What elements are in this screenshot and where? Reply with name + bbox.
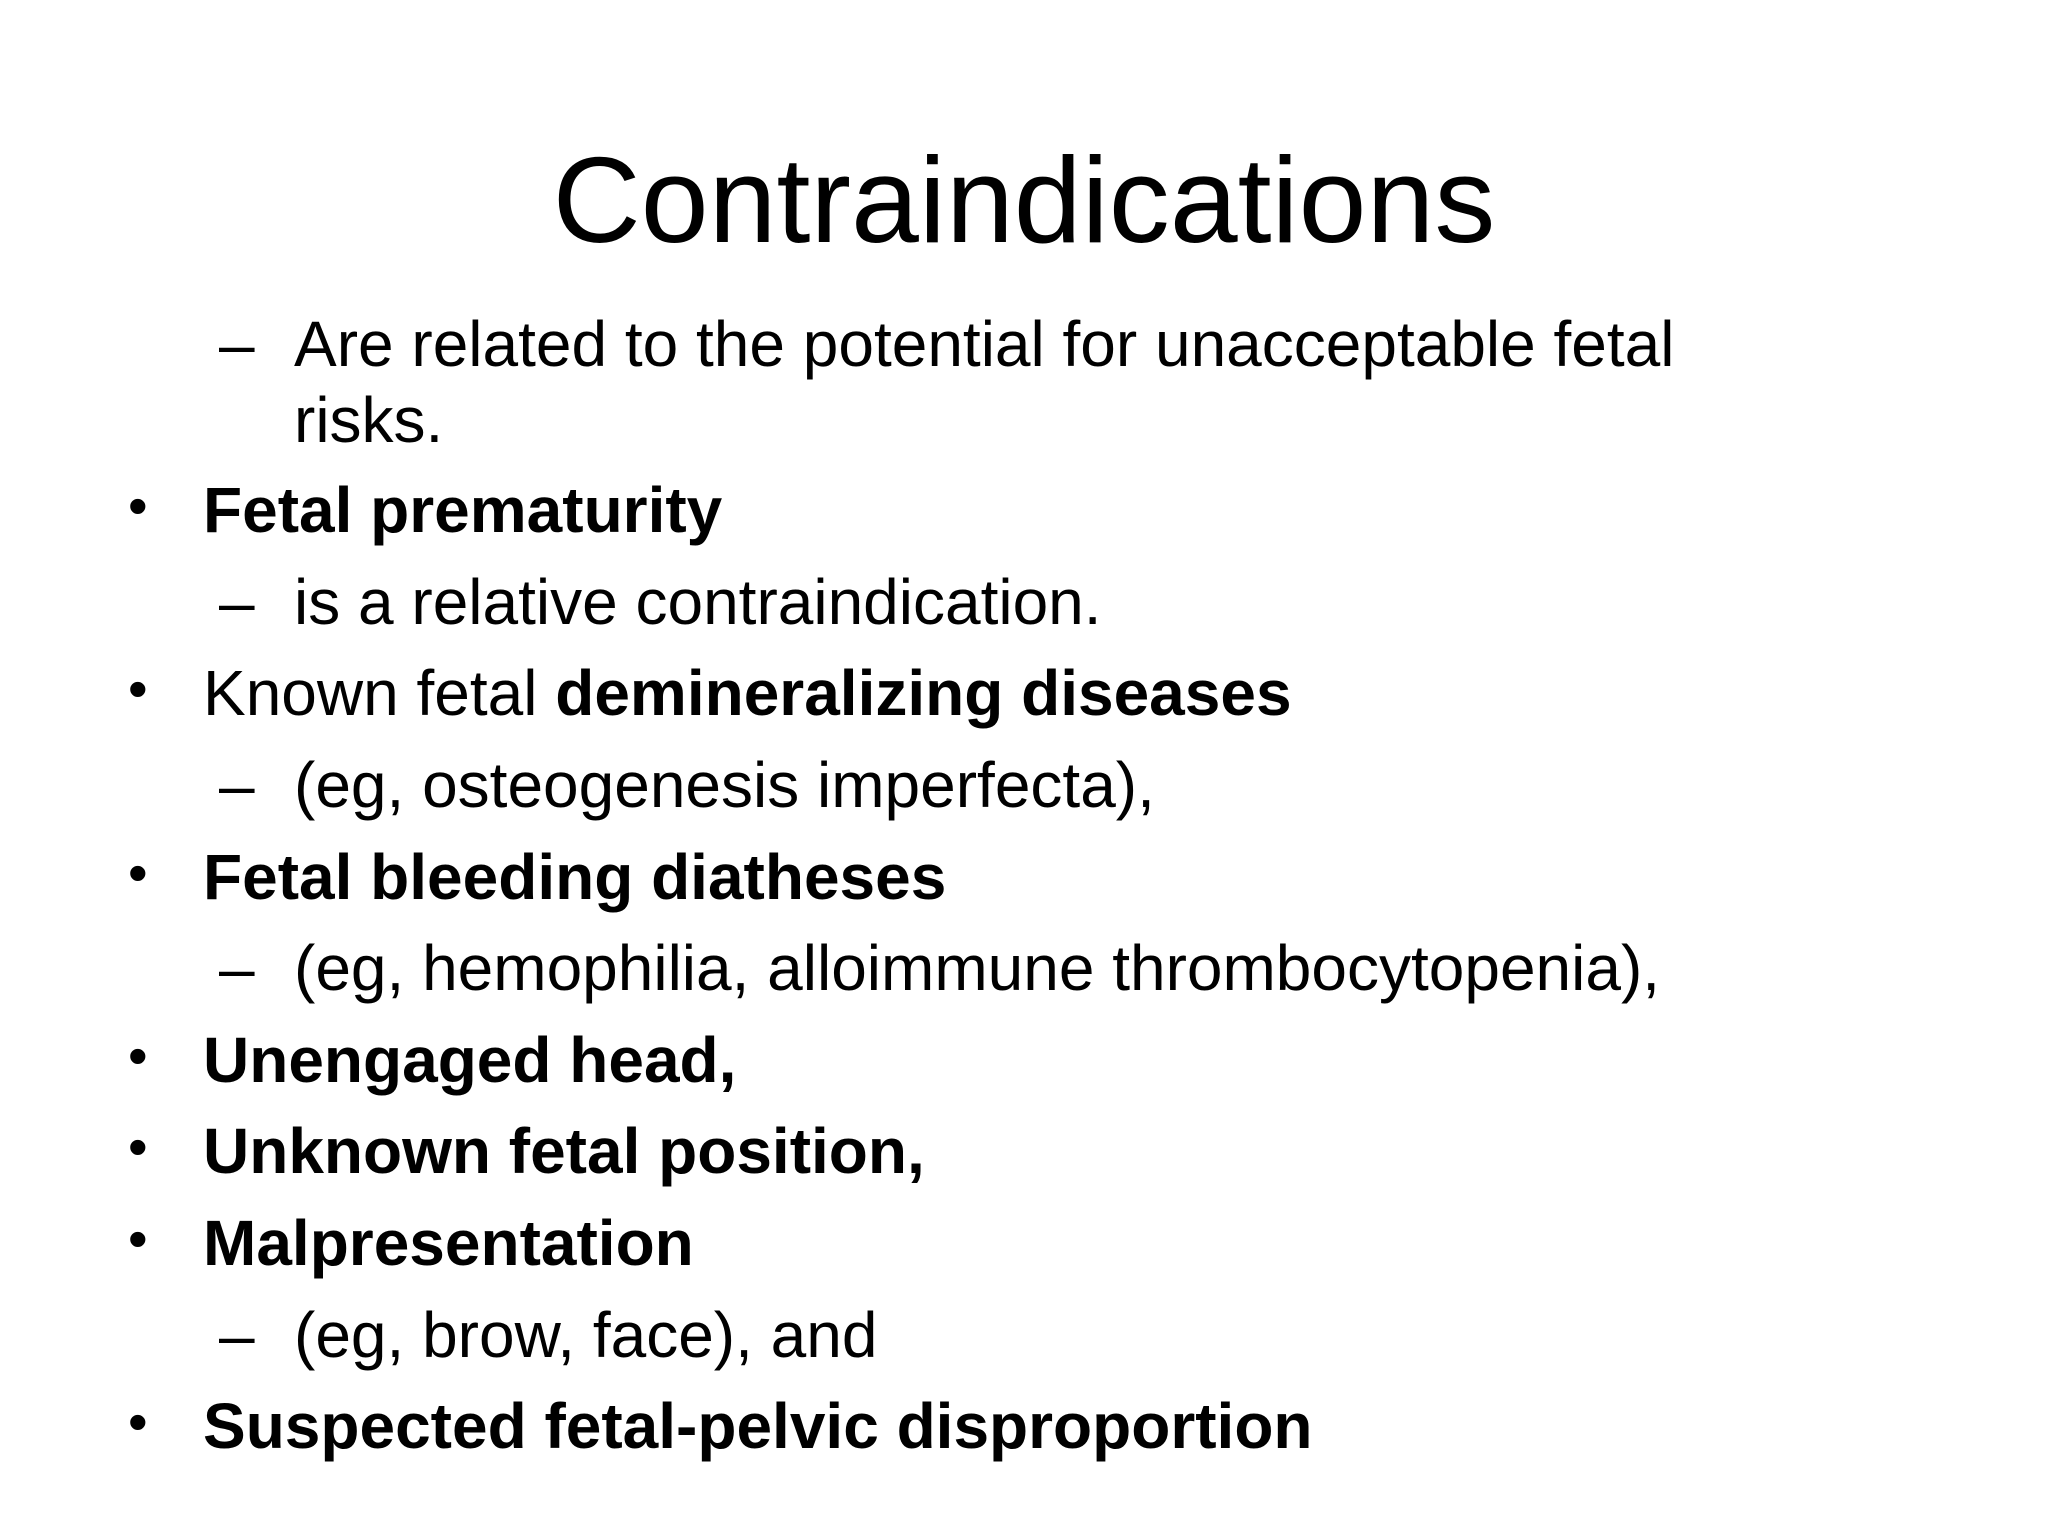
bullet-marker: •	[128, 841, 148, 904]
item-text: (eg, hemophilia, alloimmune thrombocytopenia),	[294, 932, 1661, 1004]
list-item	[219, 930, 1661, 1006]
slide-title: Contraindications	[552, 132, 1496, 268]
bullet-marker: •	[128, 1115, 148, 1178]
item-bold-text: demineralizing diseases	[555, 657, 1292, 729]
item-plain-text: Known fetal	[203, 657, 556, 729]
list-item	[128, 1113, 925, 1189]
list-item	[219, 1297, 878, 1373]
item-bold-text: Malpresentation	[203, 1207, 694, 1279]
list-item	[128, 1022, 737, 1098]
bullet-marker: •	[128, 474, 148, 537]
item-bold-text: Unknown fetal position,	[203, 1115, 925, 1187]
item-text: is a relative contraindication.	[294, 566, 1102, 638]
bullet-marker: •	[128, 1207, 148, 1270]
list-item	[128, 839, 947, 915]
bullet-marker: •	[128, 1024, 148, 1087]
dash-marker: –	[219, 1299, 255, 1371]
list-item	[128, 655, 1292, 731]
item-bold-text: Fetal prematurity	[203, 474, 723, 546]
item-text: (eg, osteogenesis imperfecta),	[294, 749, 1155, 821]
dash-marker: –	[219, 932, 255, 1004]
item-bold-text: Unengaged head,	[203, 1024, 737, 1096]
item-bold-text: Suspected fetal-pelvic disproportion	[203, 1390, 1313, 1462]
item-text: (eg, brow, face), and	[294, 1299, 878, 1371]
dash-marker: –	[219, 566, 255, 638]
item-bold-text: Fetal bleeding diatheses	[203, 841, 947, 913]
item-text: Are related to the potential for unacceptable fetal risks.	[294, 308, 1675, 456]
dash-marker: –	[219, 308, 255, 380]
list-item	[219, 306, 1814, 458]
list-item	[219, 747, 1155, 823]
bullet-marker: •	[128, 1390, 148, 1453]
list-item	[128, 472, 723, 548]
bullet-marker: •	[128, 657, 148, 720]
dash-marker: –	[219, 749, 255, 821]
list-item	[219, 564, 1102, 640]
list-item	[128, 1205, 694, 1281]
list-item	[128, 1388, 1313, 1464]
